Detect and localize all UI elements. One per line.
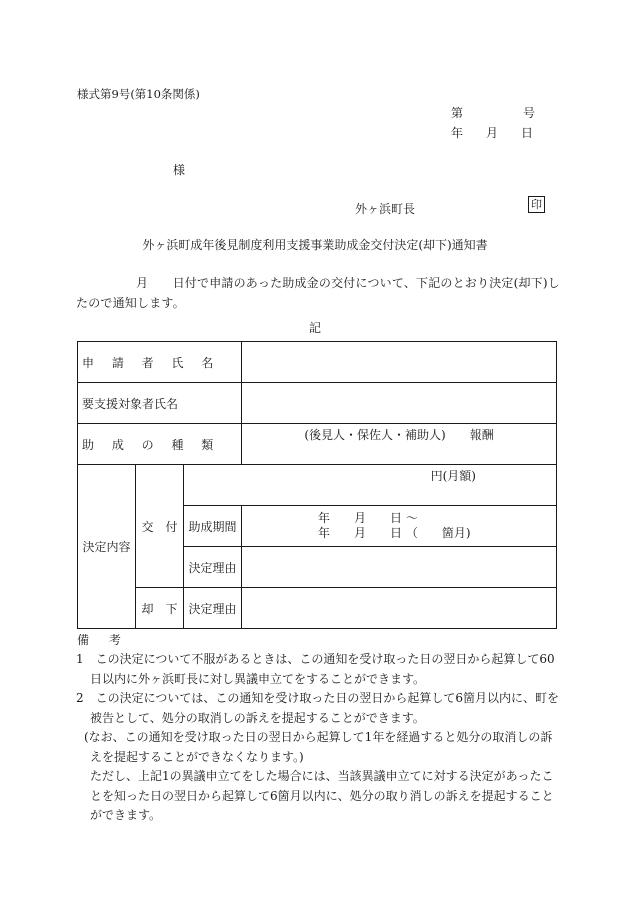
decision-content-label: 決定内容	[78, 465, 136, 629]
target-person-cell[interactable]	[242, 383, 557, 424]
grant-reason-cell[interactable]	[242, 547, 557, 588]
document-title: 外ヶ浜町成年後見制度利用支援事業助成金交付決定(却下)通知書	[142, 238, 488, 252]
reject-reason-cell[interactable]	[242, 588, 557, 629]
period-end-line: 年 月 日 （ 箇月)	[318, 526, 471, 540]
date-day-label: 日	[521, 126, 534, 140]
date-year-label: 年	[451, 126, 464, 140]
table-row-amount	[78, 465, 557, 506]
grant-type-label: 助 成 の 種 類	[78, 424, 242, 465]
note-2-extra: ただし、上記1の異議申立てをした場合には、当該異議申立てに対する決定があったことを知った日の翌日から起算して6箇月以内に、処分の取り消しの訴えを提起することができます。	[90, 769, 554, 822]
period-start-line: 年 月 日 〜	[318, 511, 418, 525]
amount-cell: 円(月額)	[184, 465, 557, 506]
ki-heading: 記	[308, 321, 321, 335]
sender-title: 外ヶ浜町長	[355, 202, 416, 216]
decision-table	[77, 341, 557, 629]
applicant-name-label: 申 請 者 氏 名	[78, 342, 242, 383]
seal-mark: 印	[528, 196, 545, 213]
period-label: 助成期間	[184, 506, 242, 547]
intro-paragraph: 月 日付で申請のあった助成金の交付について、下記のとおり決定(却下)したので通知します。	[76, 276, 560, 310]
reject-reason-label: 決定理由	[184, 588, 242, 629]
grant-label: 交 付	[136, 465, 184, 588]
note-1: 1 この決定について不服があるときは、この通知を受け取った日の翌日から起算して60日以内に外ヶ浜町長に対し異議申立てをすることができます。	[76, 652, 555, 686]
table-row-reject	[78, 588, 557, 629]
table-row-target	[78, 383, 557, 424]
form-number-label: 様式第9号(第10条関係)	[77, 87, 200, 101]
grant-reason-label: 決定理由	[184, 547, 242, 588]
document-number-prefix: 第	[451, 106, 464, 120]
addressee-honorific: 様	[173, 163, 186, 177]
applicant-name-cell[interactable]	[242, 342, 557, 383]
target-person-label: 要支援対象者氏名	[78, 383, 242, 424]
notes-section	[76, 650, 562, 826]
reject-label: 却 下	[136, 588, 184, 629]
note-2-paren: (なお、この通知を受け取った日の翌日から起算して1年を経過すると処分の取消しの訴えを提起することができなくなります。)	[84, 730, 553, 764]
grant-type-cell: (後見人・保佐人・補助人) 報酬	[242, 424, 557, 465]
table-row-type	[78, 424, 557, 465]
period-cell	[242, 506, 557, 547]
note-2: 2 この決定については、この通知を受け取った日の翌日から起算して6箇月以内に、町を被告として、処分の取消しの訴えを提起することができます。	[76, 691, 560, 725]
document-number-suffix: 号	[523, 106, 536, 120]
date-month-label: 月	[486, 126, 499, 140]
notes-heading: 備 考	[77, 633, 129, 647]
table-row-applicant	[78, 342, 557, 383]
